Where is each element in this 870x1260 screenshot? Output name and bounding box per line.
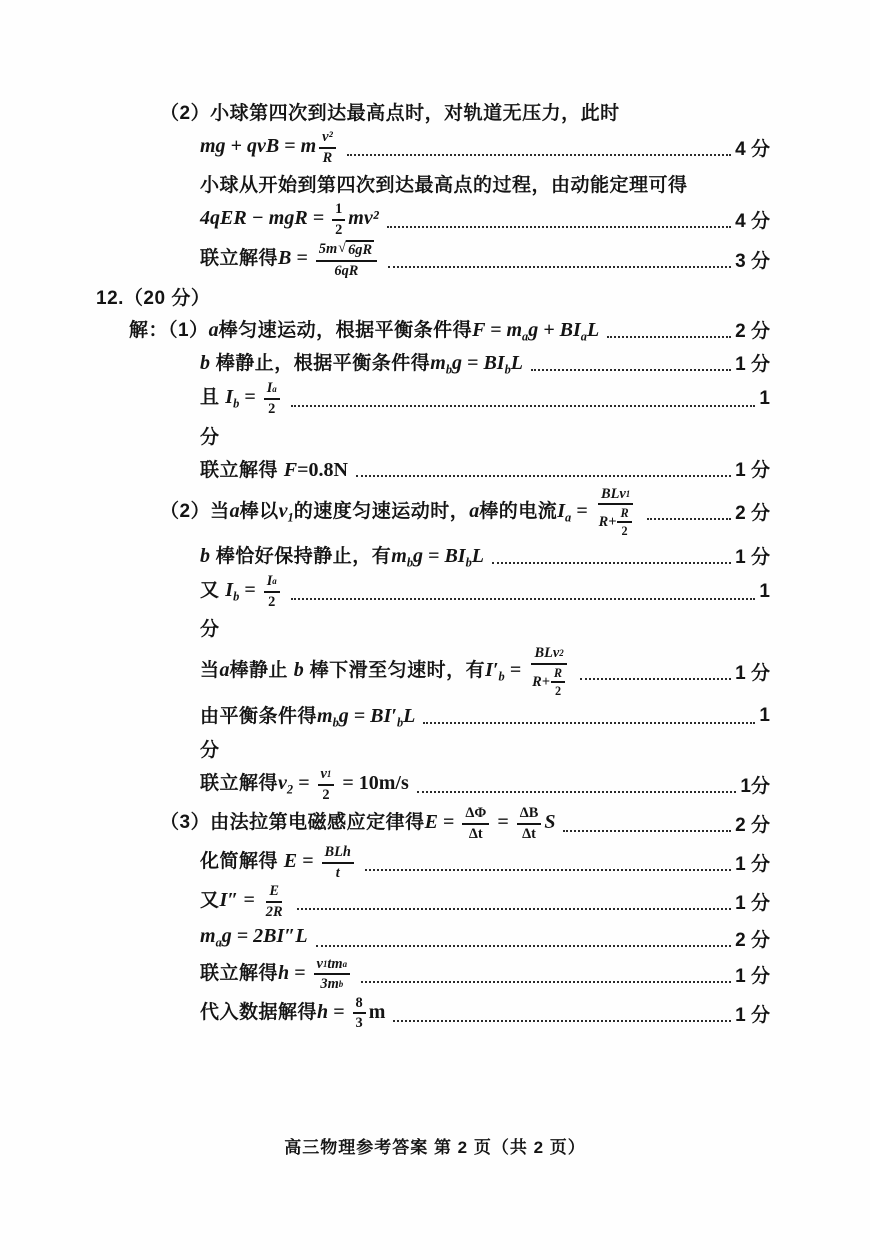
- dotted-leader: [563, 815, 731, 832]
- math-run: L: [586, 319, 600, 342]
- fraction-numerator: [598, 486, 633, 506]
- fraction-denominator: [320, 149, 336, 167]
- fraction-numerator: [314, 956, 351, 976]
- fraction-numerator: [353, 995, 366, 1015]
- text-run: 12.（20 分）: [96, 288, 211, 310]
- line-body: [200, 201, 379, 238]
- math-run: a: [208, 319, 219, 342]
- fraction-numerator: [531, 645, 566, 665]
- fraction-denominator: [331, 262, 361, 280]
- subscript: b: [465, 555, 472, 570]
- line-body: [96, 283, 210, 310]
- math-run: I: [266, 380, 273, 397]
- line-body: [200, 380, 283, 417]
- math-run: F: [283, 458, 298, 481]
- fraction: [316, 240, 377, 279]
- answer-line: [160, 805, 770, 842]
- subscript: b: [233, 589, 240, 604]
- text-run: 棒恰好保持静止，有: [210, 546, 392, 568]
- dotted-leader: [531, 354, 731, 371]
- fraction-numerator: [517, 805, 542, 825]
- line-body: [200, 766, 409, 803]
- fraction-numerator: [266, 883, 282, 903]
- score-label: 1分: [740, 776, 770, 798]
- answer-line: [200, 168, 770, 199]
- line-body: [200, 883, 289, 920]
- score-label: 2 分: [735, 929, 770, 951]
- fraction: [319, 129, 336, 166]
- math-run: S: [544, 811, 556, 834]
- math-run: I′: [485, 659, 499, 682]
- fraction-denominator: [519, 825, 539, 843]
- line-body: [200, 240, 380, 279]
- fraction-numerator: [617, 506, 631, 523]
- fraction: [596, 486, 636, 539]
- subscript: a: [580, 329, 587, 344]
- text-run: 棒的电流: [479, 500, 558, 522]
- subscript: 1: [625, 488, 631, 499]
- math-run: R+: [532, 673, 550, 690]
- text-run: 且: [200, 387, 226, 409]
- math-run: =: [492, 811, 514, 834]
- math-run: tm: [327, 955, 343, 972]
- subscript: 1: [322, 958, 328, 969]
- score-label: 1: [759, 580, 770, 602]
- math-run: 3m: [320, 976, 339, 993]
- answer-line: [200, 201, 770, 238]
- answer-line: [200, 700, 770, 731]
- answer-line: [200, 956, 770, 993]
- score-label: 4 分: [735, 139, 770, 161]
- fraction: [529, 645, 569, 698]
- text-run: 又: [200, 580, 226, 602]
- score-label: 2 分: [735, 503, 770, 525]
- footer-text: 高三物理参考答案 第 2 页（共 2 页）: [284, 1138, 586, 1157]
- subscript: a: [342, 958, 348, 969]
- math-upright-run: m: [368, 1000, 386, 1023]
- fraction-numerator: [318, 766, 335, 786]
- math-run: I: [225, 579, 234, 602]
- math-run: L: [510, 352, 523, 375]
- text-run: 棒下滑至匀速时，有: [303, 660, 486, 682]
- answer-line: [200, 129, 770, 166]
- answer-content: [0, 96, 870, 1034]
- answer-line: [200, 453, 770, 484]
- text-run: 由平衡条件得: [200, 705, 318, 727]
- line-body: [200, 956, 353, 993]
- fraction-numerator: [264, 380, 280, 400]
- fraction: [263, 883, 286, 920]
- fraction: [517, 805, 542, 842]
- page-footer: [0, 1133, 870, 1158]
- subscript: b: [332, 715, 339, 730]
- math-run: mg + qvB = m: [200, 135, 317, 158]
- line-body: [200, 170, 688, 197]
- math-run: v: [320, 766, 327, 782]
- fraction-denominator: [332, 221, 345, 239]
- dotted-leader: [356, 460, 731, 477]
- fraction-denominator: [263, 903, 286, 921]
- math-run: E: [269, 883, 279, 900]
- line-body: [200, 541, 484, 570]
- fraction-denominator: [265, 400, 278, 418]
- answer-line: [160, 96, 770, 127]
- line-body: [200, 573, 283, 610]
- math-run: m: [200, 925, 216, 948]
- dotted-leader: [388, 251, 731, 268]
- answer-line: [200, 883, 770, 920]
- fraction-denominator: [552, 683, 564, 698]
- subscript: a: [272, 576, 277, 587]
- math-run: F = m: [472, 319, 523, 342]
- math-run: 4qER − mgR =: [200, 207, 330, 230]
- math-run: R: [322, 149, 333, 166]
- math-run: R: [553, 665, 563, 680]
- math-run: a: [229, 499, 240, 522]
- score-label: 1: [759, 387, 770, 409]
- math-run: 2R: [265, 903, 283, 920]
- subscript: a: [522, 329, 529, 344]
- math-run: I″ =: [219, 889, 260, 912]
- math-run: m: [317, 704, 333, 727]
- text-run: 分: [200, 740, 220, 761]
- answer-line: [200, 923, 770, 954]
- text-run: 小球从开始到第四次到达最高点的过程，由动能定理可得: [200, 175, 688, 197]
- math-run: g = BI′: [338, 704, 397, 727]
- math-run: b: [293, 659, 304, 682]
- math-run: I: [557, 499, 566, 522]
- sqrt-expression: [338, 240, 374, 259]
- text-run: 当: [200, 660, 220, 682]
- fraction: [314, 956, 351, 993]
- line-body: [200, 701, 415, 730]
- math-run: v: [278, 772, 287, 795]
- math-upright-run: ΔB: [519, 805, 539, 822]
- line-body: [200, 844, 357, 881]
- text-run: 又: [200, 890, 220, 912]
- subscript: 1: [326, 769, 332, 780]
- score-label: 1 分: [735, 354, 770, 376]
- dotted-leader: [393, 1005, 731, 1022]
- answer-line: [200, 420, 770, 451]
- subscript: a: [215, 935, 222, 950]
- math-run: R: [620, 506, 629, 521]
- fraction-numerator: [316, 240, 377, 262]
- math-run: mv²: [348, 207, 379, 230]
- math-run: =: [571, 499, 593, 522]
- math-run: v²: [322, 129, 333, 145]
- math-run: BLh: [324, 844, 351, 861]
- fraction-numerator: [319, 129, 336, 149]
- dotted-leader: [423, 707, 755, 724]
- text-run: 联立解得: [200, 962, 279, 984]
- dotted-leader: [365, 854, 731, 871]
- answer-line: [200, 995, 770, 1032]
- math-run: BLv: [601, 485, 626, 502]
- subscript: b: [504, 362, 511, 377]
- fraction-denominator: [353, 1014, 366, 1032]
- answer-line: [200, 540, 770, 571]
- score-label: 1 分: [735, 1004, 770, 1026]
- line-body: [200, 735, 220, 762]
- math-upright-run: 2: [268, 593, 276, 610]
- math-upright-run: 2: [322, 786, 330, 803]
- line-body: [200, 129, 339, 166]
- math-run: m: [430, 352, 446, 375]
- answer-line: [160, 486, 770, 539]
- math-run: 6qR: [334, 262, 359, 279]
- fraction-numerator: [551, 666, 565, 683]
- dotted-leader: [647, 503, 732, 520]
- fraction: [318, 766, 335, 803]
- answer-line: [200, 573, 770, 610]
- math-run: L: [471, 545, 484, 568]
- text-run: 解：（1）: [129, 320, 209, 342]
- text-run: 联立解得: [200, 459, 284, 481]
- subscript: a: [272, 383, 277, 394]
- dotted-leader: [607, 321, 731, 338]
- math-run: t: [335, 864, 340, 881]
- dotted-leader: [361, 966, 731, 983]
- math-upright-run: 2: [621, 524, 628, 539]
- fraction-numerator: [462, 805, 489, 825]
- math-run: BLv: [534, 645, 560, 662]
- math-run: L: [403, 704, 416, 727]
- fraction: [551, 666, 565, 698]
- text-run: 的速度匀速运动时，: [293, 500, 470, 522]
- fraction-denominator: [596, 505, 636, 538]
- math-run: =: [504, 659, 527, 682]
- dotted-leader: [297, 893, 732, 910]
- line-body: [160, 98, 620, 125]
- text-run: 代入数据解得: [200, 1001, 318, 1023]
- math-run: I: [266, 573, 273, 590]
- math-run: g = BI: [452, 352, 505, 375]
- fraction-denominator: [618, 523, 630, 538]
- math-upright-run: Δt: [522, 825, 536, 842]
- text-run: （2）当: [160, 500, 230, 522]
- dotted-leader: [291, 390, 756, 407]
- subscript: a: [565, 509, 572, 524]
- dotted-leader: [291, 583, 756, 600]
- dotted-leader: [347, 139, 731, 156]
- dotted-leader: [417, 776, 737, 793]
- line-body: [129, 315, 599, 344]
- text-run: 棒静止，根据平衡条件得: [210, 353, 431, 375]
- text-run: 棒静止: [229, 660, 294, 682]
- score-label: 1 分: [735, 893, 770, 915]
- fraction-denominator: [466, 825, 486, 843]
- fraction-denominator: [265, 593, 278, 611]
- fraction: [264, 573, 280, 610]
- score-label: 1 分: [735, 663, 770, 685]
- subscript: b: [396, 715, 404, 730]
- score-label: 2 分: [735, 815, 770, 837]
- math-run: m: [391, 545, 407, 568]
- dotted-leader: [387, 211, 731, 228]
- math-upright-run: 1: [335, 201, 343, 218]
- line-body: [160, 805, 555, 842]
- line-body: [200, 645, 572, 698]
- math-upright-run: 2: [335, 221, 343, 238]
- radicand: 6gR: [348, 242, 373, 259]
- fraction-denominator: [317, 975, 346, 993]
- text-run: （2）小球第四次到达最高点时，对轨道无压力，此时: [160, 103, 620, 124]
- math-run: g = 2BI″L: [221, 925, 308, 948]
- subscript: 2: [286, 782, 294, 797]
- answer-line: [200, 844, 770, 881]
- math-run: R+: [598, 513, 617, 530]
- fraction-denominator: [529, 665, 569, 698]
- answer-line: [200, 645, 770, 698]
- text-run: 联立解得: [200, 773, 279, 795]
- subscript: 2: [559, 648, 564, 659]
- score-label: 3 分: [735, 251, 770, 273]
- line-body: [160, 486, 639, 539]
- math-upright-run: = 10m/s: [337, 772, 409, 795]
- text-run: 化简解得: [200, 851, 284, 873]
- math-run: a: [469, 499, 480, 522]
- math-run: I: [225, 386, 234, 409]
- subscript: b: [233, 396, 240, 411]
- math-run: g + BI: [528, 319, 581, 342]
- math-upright-run: Δt: [468, 825, 483, 842]
- math-upright-run: 2: [554, 683, 562, 698]
- line-body: [200, 614, 220, 641]
- score-label: 1 分: [735, 459, 770, 481]
- fraction-denominator: [319, 786, 332, 804]
- dotted-leader: [492, 547, 731, 564]
- text-run: 分: [200, 619, 220, 641]
- text-run: 棒以: [239, 500, 279, 522]
- line-body: [200, 995, 385, 1032]
- math-run: v: [278, 499, 288, 522]
- math-run: =: [293, 772, 315, 795]
- subscript: 1: [287, 509, 294, 524]
- math-run: b: [200, 545, 210, 568]
- fraction: [353, 995, 366, 1032]
- math-run: h =: [278, 961, 311, 984]
- answer-line: [96, 281, 770, 312]
- answer-line: [200, 380, 770, 417]
- line-body: [200, 422, 220, 449]
- subscript: b: [498, 669, 505, 684]
- text-run: 联立解得: [200, 248, 279, 270]
- subscript: b: [445, 362, 453, 377]
- line-body: [200, 455, 348, 482]
- fraction: [332, 201, 345, 238]
- math-upright-run: 8: [355, 994, 363, 1011]
- answer-line: [200, 347, 770, 378]
- subscript: b: [406, 555, 414, 570]
- line-body: [200, 925, 308, 950]
- line-body: [200, 348, 523, 377]
- dotted-leader: [316, 930, 732, 947]
- fraction-denominator: [333, 864, 343, 882]
- math-upright-run: =0.8N: [297, 458, 348, 481]
- math-run: h =: [317, 1000, 350, 1023]
- answer-line: [200, 612, 770, 643]
- math-upright-run: 2: [268, 400, 276, 417]
- answer-line: [129, 314, 770, 345]
- math-upright-run: 3: [355, 1015, 363, 1032]
- fraction: [617, 506, 631, 538]
- subscript: b: [338, 979, 344, 990]
- score-label: 1: [759, 704, 770, 726]
- math-run: =: [239, 386, 261, 409]
- fraction-numerator: [322, 844, 354, 864]
- fraction: [322, 844, 354, 881]
- math-run: a: [219, 659, 230, 682]
- fraction: [264, 380, 280, 417]
- answer-line: [200, 240, 770, 279]
- math-run: v: [316, 955, 323, 972]
- math-run: E =: [283, 850, 319, 873]
- fraction-numerator: [332, 201, 345, 221]
- score-label: 1 分: [735, 547, 770, 569]
- radical-sign-icon: √: [338, 240, 347, 257]
- score-label: 1 分: [735, 965, 770, 987]
- math-run: E =: [424, 811, 460, 834]
- math-run: B =: [278, 247, 313, 270]
- math-run: b: [200, 352, 210, 375]
- text-run: （3）由法拉第电磁感应定律得: [160, 812, 425, 834]
- score-label: 2 分: [735, 321, 770, 343]
- text-run: 棒匀速运动，根据平衡条件得: [218, 320, 473, 342]
- dotted-leader: [580, 663, 731, 680]
- score-label: 1 分: [735, 854, 770, 876]
- math-run: g = BI: [413, 545, 466, 568]
- math-upright-run: ΔΦ: [465, 805, 487, 822]
- answer-line: [200, 733, 770, 764]
- text-run: 分: [200, 426, 220, 448]
- math-run: 5m: [318, 241, 338, 258]
- score-label: 4 分: [735, 211, 770, 233]
- fraction-numerator: [264, 573, 280, 593]
- answer-line: [200, 766, 770, 803]
- math-run: =: [239, 579, 261, 602]
- fraction: [462, 805, 489, 842]
